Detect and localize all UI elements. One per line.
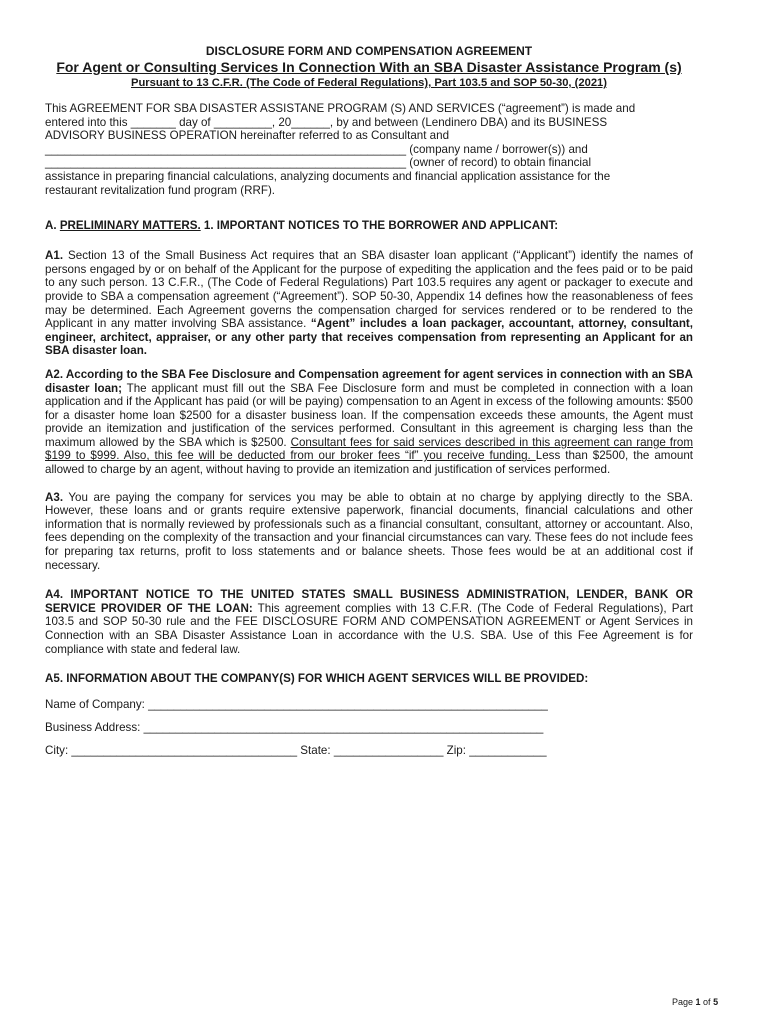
paragraph-a1: [45, 249, 693, 358]
form-subtitle: For Agent or Consulting Services In Connection With an SBA Disaster Assistance Program (s): [56, 59, 682, 75]
a4-text: This agreement complies with 13 C.F.R. (The Code of Federal Regulations), Part 103.5 and SOP 50-30 rule and the FEE DISCLOSURE FORM AND COMPENSATION AGREEMENT or Agent Services in Connection with an SBA Disaster Assistance Loan in accordance with the U.S. SBA. Use of this Fee Agreement is for compliance with state and federal law.: [45, 601, 693, 656]
a2-text: The applicant must fill out the SBA Fee Disclosure form and must be completed in connection with a loan application and if the Applicant has paid (or will be paying) compensation to an Agent in excess of the following amounts: $500 for a disaster home loan $2500 for a disaster business loan. If the compensation exceeds these amounts, the Agent must provide an itemization and justification of the services performed. Consultant in this agreement is charging less than the maximum allowed by the SBA which is $2500.: [45, 381, 694, 449]
a2-fee-range: Consultant fees for said services described in this agreement can range from $199 to $999. Also, this fee will be deducted from our broker fees “if” you receive funding.: [45, 435, 693, 463]
page-number: [672, 997, 718, 1008]
a2-tail: Less than $2500, the amount allowed to charge by an agent, without having to provide an itemization and justification of services performed.: [45, 449, 694, 477]
city-state-zip-field: City: ___________________________________ State: _________________ Zip: ____________: [45, 744, 547, 758]
intro-line: This AGREEMENT FOR SBA DISASTER ASSISTANE PROGRAM (S) AND SERVICES (“agreement”) is made and: [45, 102, 636, 115]
page-of: of: [700, 997, 714, 1007]
a2-heading: A2. According to the SBA Fee Disclosure and Compensation agreement for agent services in connection with an SBA disaster loan;: [45, 367, 693, 395]
page-current: 1: [695, 997, 701, 1007]
section-a5-heading: A5. INFORMATION ABOUT THE COMPANY(S) FOR WHICH AGENT SERVICES WILL BE PROVIDED:: [45, 672, 589, 686]
document-body: [45, 44, 693, 758]
paragraph-a3: [45, 491, 693, 573]
regulation-reference: Pursuant to 13 C.F.R. (The Code of Federal Regulations), Part 103.5 and SOP 50-30, (2021): [130, 77, 607, 89]
a4-heading: A4. IMPORTANT NOTICE TO THE UNITED STATES SMALL BUSINESS ADMINISTRATION, LENDER, BANK OR SERVICE PROVIDER OF THE LOAN:: [45, 588, 693, 615]
section-a-rest: 1. IMPORTANT NOTICES TO THE BORROWER AND APPLICANT:: [200, 219, 559, 233]
paragraph-a4: [45, 588, 693, 656]
name-of-company-field: Name of Company: ______________________________________________________________: [45, 698, 548, 712]
intro-line: ________________________________________________________ (company name / borrower(s)) and: [45, 142, 588, 156]
a1-label: A1.: [45, 249, 64, 263]
a3-text: You are paying the company for services you may be able to obtain at no charge by applying directly to the SBA. However, these loans and or grants require extensive paperwork, financial documents, financial calculations and other information that is normally reviewed by professionals such as a financial consultant, consultant, attorney or accountant. Also, fees depending on the complexity of the transaction and your financial circumstances can vary. These fees do not include fees for preparing tax returns, profit to loss statements and or balance sheets. Those fees would be at an additional cost if necessary.: [45, 490, 693, 572]
intro-line: ________________________________________________________ (owner of record) to obtain financial: [45, 156, 592, 170]
form-title: DISCLOSURE FORM AND COMPENSATION AGREEMENT: [205, 44, 533, 58]
page-total: 5: [713, 997, 719, 1007]
section-a-heading: [45, 219, 693, 233]
a3-label: A3.: [45, 490, 64, 504]
section-a-label: A.: [45, 219, 60, 233]
intro-line: assistance in preparing financial calculations, analyzing documents and financial application assistance for the: [45, 169, 611, 183]
section-a-title: PRELIMINARY MATTERS.: [59, 219, 201, 233]
agreement-intro: [45, 102, 693, 197]
a1-agent-definition: “Agent” includes a loan packager, accountant, attorney, consultant, engineer, architect, appraiser, or any other party that receives compensation from representing an Applicant for an SBA disaster loan.: [45, 317, 693, 358]
intro-line: entered into this _______ day of _________, 20______, by and between (Lendinero DBA) and its BUSINESS: [45, 115, 608, 129]
page-prefix: Page: [672, 997, 696, 1007]
intro-line: restaurant revitalization fund program (RRF).: [45, 183, 276, 197]
business-address-field: Business Address: ______________________________________________________________: [45, 721, 544, 735]
paragraph-a2: [45, 368, 693, 477]
a1-text: Section 13 of the Small Business Act requires that an SBA disaster loan applicant (“Applicant”) identify the names of persons engaged by or on behalf of the Applicant for the purpose of expediting the application and the fees paid or to be paid to any such person. 13 C.F.R., (The Code of Federal Regulations) Part 103.5 requires any agent or packager to execute and provide to SBA a compensation agreement (“Agreement”). SOP 50-30, Appendix 14 defines how the reasonableness of fees may be determined. Each Agreement governs the compensation charged for services rendered or to be rendered to the Applicant in any matter involving SBA assistance.: [45, 249, 693, 331]
intro-line: ADVISORY BUSINESS OPERATION hereinafter referred to as Consultant and: [45, 129, 450, 143]
